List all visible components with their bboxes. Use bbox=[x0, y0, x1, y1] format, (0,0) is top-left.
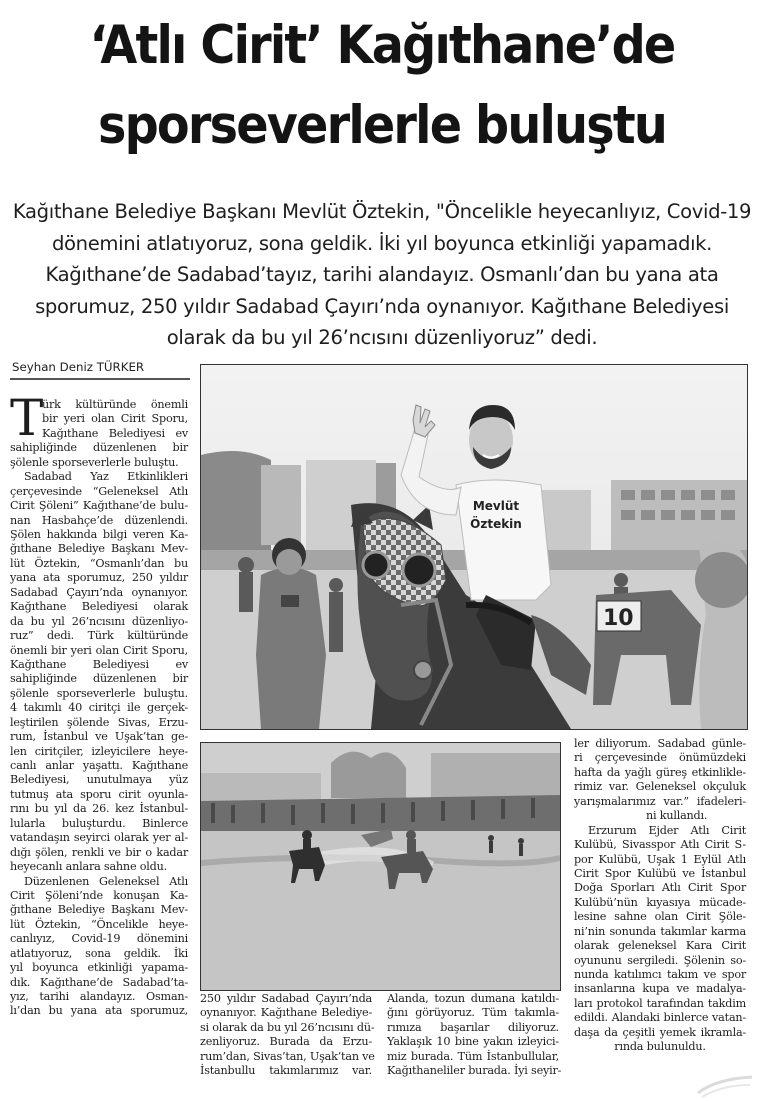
text-line: lüt Öztekin, “Osmanlı’dan bu bbox=[10, 556, 188, 570]
text-line: por Kulübü, Uşak 1 Eylül Atlı bbox=[574, 852, 746, 866]
text-line: canlıyız, Covid-19 dönemini bbox=[10, 932, 188, 946]
text-line: Şölen hakkında bilgi veren Ka- bbox=[10, 528, 188, 542]
text-line: yarışmalarımız var.” ifadeleri- bbox=[574, 794, 746, 808]
text-line: 4 takımlı 40 ciritçi ile gerçek- bbox=[10, 701, 188, 715]
text-line: yana ata sporumuz, 250 yıldır bbox=[10, 571, 188, 585]
text-line: da bu yıl 26’ncısını düzenliyo- bbox=[10, 614, 188, 628]
text-line: daşa da çeşitli yemek ikramla- bbox=[574, 1025, 746, 1039]
text-line: Sadabad Çayırı’nda oynanıyor. bbox=[10, 585, 188, 599]
article-column-3 bbox=[387, 992, 562, 1079]
lead-line: Kağıthane Belediye Başkanı Mevlüt Öztekin, "Öncelikle heyecanlıyız, Covid-19 bbox=[12, 200, 752, 223]
text-line: rimiz var. Geleneksel okçuluk bbox=[574, 780, 746, 794]
text-line: Kulübü, Sivasspor Atlı Cirit S- bbox=[574, 838, 746, 852]
text-line: vatandaşın seyirci olarak yer al- bbox=[10, 831, 188, 845]
text-line: ni’nin sonunda takımlar karma bbox=[574, 924, 746, 938]
article-column-1-intro bbox=[42, 398, 188, 441]
text-line: oyununu sergiledi. Şölenin so- bbox=[574, 953, 746, 967]
lead-line: dönemini atlatıyoruz, sona geldik. İki yıl boyunca etkinliği yapamadık. bbox=[51, 231, 713, 255]
lead-line: sporumuz, 250 yıldır Sadabad Çayırı’nda oynanıyor. Kağıthane Belediyesi bbox=[35, 294, 729, 318]
text-line: zenliyoruz. Burada da Erzu- bbox=[200, 1035, 372, 1049]
text-line: rımıza başarılar diliyoruz. bbox=[387, 1020, 559, 1034]
text-line: Erzurum Ejder Atlı Cirit bbox=[588, 823, 746, 837]
text-line: nan Hasbahçe’de düzenlendi. bbox=[10, 513, 188, 527]
text-line: ğıthane Belediye Başkanı Mev- bbox=[10, 903, 188, 917]
text-line: Kulübü’nün kıyasıya mücade- bbox=[574, 895, 746, 909]
sign-name: Mevlüt bbox=[472, 499, 520, 513]
text-line: Alanda, tozun dumana katıldı- bbox=[387, 992, 559, 1005]
photo-cirit-illustration bbox=[201, 743, 560, 990]
text-line: şölenle sporseverlerle buluştu. bbox=[10, 455, 179, 469]
text-line: şölenle sporseverlerle buluştu. bbox=[10, 686, 188, 700]
text-line: miz burada. Tüm İstanbullular, bbox=[387, 1049, 559, 1063]
lead-line: Kağıthane’de Sadabad’tayız, tarihi alandayız. Osmanlı’dan bu yana ata bbox=[45, 263, 719, 286]
text-line: canlı anlar yaşattı. Kağıthane bbox=[10, 759, 188, 773]
byline: Seyhan Deniz TÜRKER bbox=[12, 360, 145, 374]
text-line: ni kullandı. bbox=[646, 809, 708, 823]
text-line: ler diliyorum. Sadabad günle- bbox=[574, 737, 746, 750]
text-line: dık. Kağıthane’de Sadabad’ta- bbox=[10, 975, 188, 989]
text-line: Kağıthane Belediyesi ev bbox=[10, 657, 188, 671]
text-line: Yaklaşık 10 bine yakın izleyici- bbox=[387, 1035, 559, 1049]
text-line: lüt Öztekin, “Öncelikle heye- bbox=[10, 917, 188, 931]
text-line: hafta da yağlı güreş etkinlikle- bbox=[574, 765, 746, 779]
headline-line: sporseverlerle buluştu bbox=[97, 95, 667, 156]
text-line: Cirit Şöleni” Kağıthane’de bulu- bbox=[10, 499, 188, 513]
headline bbox=[38, 6, 726, 166]
photo-cirit-game bbox=[200, 742, 561, 991]
text-line: ğını görüyoruz. Tüm takımla- bbox=[387, 1006, 559, 1020]
text-line: oynanıyor. Kağıthane Belediye- bbox=[200, 1006, 372, 1020]
text-line: dığı şölen, renkli ve bir o kadar bbox=[10, 845, 188, 859]
text-line: Kağıthane Belediyesi olarak bbox=[10, 600, 188, 614]
text-line: edildi. Alandaki binlerce vatan- bbox=[574, 1011, 746, 1025]
text-line: önemli bir yeri olan Cirit Sporu, bbox=[10, 643, 188, 657]
article-column-1 bbox=[10, 441, 188, 1019]
text-line: bir yeri olan Cirit Sporu, bbox=[42, 412, 188, 426]
text-line: Sadabad Yaz Etkinlikleri bbox=[24, 470, 188, 484]
horse-number-text: 10 bbox=[603, 606, 634, 631]
photo-mayor-illustration bbox=[201, 365, 747, 729]
dropcap-letter: T bbox=[10, 389, 44, 447]
text-line: si olarak da bu yıl 26’ncısını dü- bbox=[200, 1020, 375, 1034]
text-line: ğıthane Belediye Başkanı Mev- bbox=[10, 542, 188, 556]
sign-surname: Öztekin bbox=[470, 517, 522, 531]
lead-paragraph bbox=[10, 196, 754, 354]
watermark-swoosh bbox=[696, 1073, 754, 1099]
text-line: Belediyesi, unutulmaya yüz bbox=[10, 773, 188, 787]
text-line: ürk kültüründe önemli bbox=[42, 398, 188, 411]
text-line: Kağıthaneliler burada. İyi seyir- bbox=[387, 1064, 562, 1078]
text-line: rum’dan, Sivas’tan, Uşak’tan ve bbox=[200, 1049, 375, 1063]
text-line: ları protokol tarafından takdim bbox=[574, 996, 746, 1010]
text-line: olarak geleneksel Kara Cirit bbox=[574, 939, 746, 953]
text-line: lı’dan bu yana ata sporumuz, bbox=[10, 1004, 188, 1018]
text-line: atlatıyoruz, sona geldik. İki bbox=[10, 946, 188, 960]
text-line: rını bu yıl da 26. kez İstanbul- bbox=[10, 802, 188, 816]
headline-line: ‘Atlı Cirit’ Kağıthane’de bbox=[89, 15, 675, 76]
article-column-2 bbox=[200, 992, 375, 1079]
text-line: heyecanlı anlara sahne oldu. bbox=[10, 860, 167, 874]
text-line: Doğa Sporları Atlı Cirit Spor bbox=[574, 881, 746, 895]
text-line: nunda katılımcı takım ve spor bbox=[574, 968, 746, 981]
text-line: ri çerçevesinde önümüzdeki bbox=[574, 751, 746, 765]
text-line: Cirit Spor Kulübü ve İstanbul bbox=[574, 866, 746, 880]
text-line: rum, İstanbul ve Uşak’tan ge- bbox=[10, 730, 188, 744]
text-line: leştirilen şölende Sivas, Erzu- bbox=[10, 715, 188, 729]
text-line: çerçevesinde “Geleneksel Atlı bbox=[10, 484, 188, 498]
text-line: rında bulunuldu. bbox=[614, 1040, 706, 1054]
text-line: 250 yıldır Sadabad Çayırı’nda bbox=[200, 992, 372, 1005]
text-line: len ciritçiler, izleyicilere heye- bbox=[10, 744, 188, 758]
lead-line: olarak da bu yıl 26’ncısını düzenliyoruz” dedi. bbox=[166, 326, 598, 349]
photo-mayor-on-horse bbox=[200, 364, 748, 730]
byline-rule bbox=[10, 378, 190, 380]
text-line: tutmuş ata sporu cirit oyunla- bbox=[10, 787, 188, 801]
text-line: yız, tarihi alandayız. Osman- bbox=[10, 990, 188, 1004]
text-line: Kağıthane Belediyesi ev bbox=[42, 426, 188, 440]
text-line: ruz” dedi. Türk kültüründe bbox=[10, 629, 188, 643]
text-line: sahipliğinde düzenlenen bir bbox=[10, 441, 188, 455]
text-line: Cirit Şöleni’nde konuşan Ka- bbox=[10, 888, 188, 902]
text-line: lesine sahne olan Cirit Şöle- bbox=[574, 910, 746, 924]
text-line: Düzenlenen Geleneksel Atlı bbox=[24, 874, 188, 888]
text-line: sahipliğinde düzenlenen bir bbox=[10, 672, 188, 686]
text-line: İstanbullu takımlarımız var. bbox=[200, 1064, 372, 1078]
text-line: insanlarına kupa ve madalya- bbox=[574, 982, 746, 996]
text-line: lularla buluşturdu. Binlerce bbox=[10, 816, 188, 830]
article-column-4 bbox=[574, 737, 746, 1055]
text-line: yıl boyunca etkinliği yapama- bbox=[10, 961, 188, 975]
